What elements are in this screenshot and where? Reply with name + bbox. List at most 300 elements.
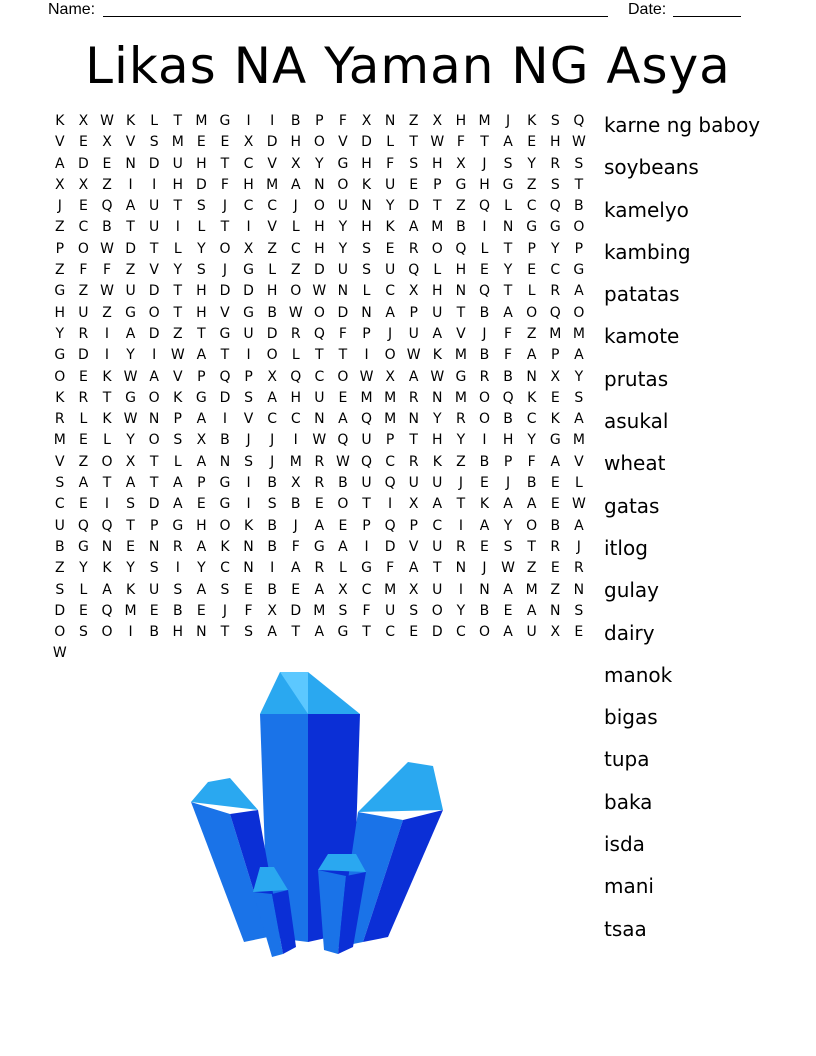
grid-letter[interactable]: A: [432, 325, 443, 342]
grid-letter[interactable]: F: [102, 262, 112, 279]
grid-letter[interactable]: A: [503, 134, 513, 151]
grid-letter[interactable]: J: [222, 262, 228, 279]
grid-letter[interactable]: T: [433, 198, 442, 215]
grid-letter[interactable]: A: [196, 411, 207, 428]
grid-letter[interactable]: P: [409, 517, 418, 534]
grid-letter[interactable]: P: [503, 453, 513, 470]
grid-letter[interactable]: Z: [526, 325, 537, 342]
grid-letter[interactable]: W: [170, 347, 185, 364]
grid-letter[interactable]: Y: [315, 155, 324, 172]
grid-letter[interactable]: T: [173, 113, 183, 129]
grid-letter[interactable]: E: [220, 134, 230, 151]
grid-letter[interactable]: L: [504, 198, 512, 215]
grid-letter[interactable]: A: [149, 368, 159, 385]
grid-letter[interactable]: T: [197, 325, 206, 342]
grid-letter[interactable]: Q: [573, 113, 585, 129]
grid-letter[interactable]: S: [173, 581, 183, 598]
grid-letter[interactable]: Q: [101, 198, 113, 215]
grid-letter[interactable]: H: [479, 176, 490, 193]
grid-letter[interactable]: L: [480, 240, 489, 257]
grid-letter[interactable]: A: [408, 219, 419, 236]
grid-letter[interactable]: B: [267, 581, 277, 598]
grid-letter[interactable]: E: [409, 624, 419, 641]
grid-letter[interactable]: D: [313, 262, 325, 279]
grid-letter[interactable]: A: [338, 411, 348, 428]
grid-letter[interactable]: J: [222, 198, 228, 215]
grid-letter[interactable]: U: [408, 475, 419, 492]
grid-letter[interactable]: U: [432, 538, 443, 555]
grid-letter[interactable]: V: [267, 155, 277, 172]
grid-letter[interactable]: P: [315, 113, 324, 129]
grid-letter[interactable]: G: [526, 219, 538, 236]
grid-letter[interactable]: N: [361, 304, 372, 321]
grid-letter[interactable]: O: [313, 134, 325, 151]
grid-letter[interactable]: D: [337, 304, 349, 321]
grid-letter[interactable]: A: [574, 517, 584, 534]
grid-letter[interactable]: R: [314, 453, 325, 470]
grid-letter[interactable]: E: [550, 475, 560, 492]
grid-letter[interactable]: U: [384, 262, 396, 279]
grid-letter[interactable]: O: [54, 368, 66, 385]
grid-letter[interactable]: D: [78, 347, 89, 364]
grid-letter[interactable]: C: [267, 411, 278, 428]
grid-letter[interactable]: R: [573, 560, 584, 577]
grid-letter[interactable]: A: [267, 389, 277, 406]
grid-letter[interactable]: H: [290, 389, 301, 406]
grid-letter[interactable]: C: [314, 368, 325, 385]
grid-letter[interactable]: H: [54, 304, 66, 321]
grid-letter[interactable]: X: [267, 602, 277, 619]
grid-letter[interactable]: T: [126, 517, 135, 534]
grid-letter[interactable]: W: [123, 411, 138, 428]
grid-letter[interactable]: N: [148, 411, 160, 428]
grid-letter[interactable]: C: [267, 198, 278, 215]
grid-letter[interactable]: Y: [574, 368, 584, 385]
grid-letter[interactable]: X: [550, 624, 561, 641]
grid-letter[interactable]: E: [126, 538, 135, 555]
grid-letter[interactable]: P: [574, 240, 584, 257]
grid-letter[interactable]: Y: [173, 262, 183, 279]
grid-letter[interactable]: J: [246, 432, 251, 449]
grid-letter[interactable]: I: [270, 560, 275, 577]
grid-letter[interactable]: G: [337, 155, 349, 172]
grid-letter[interactable]: D: [148, 325, 160, 342]
grid-letter[interactable]: U: [432, 581, 443, 598]
grid-letter[interactable]: C: [456, 624, 466, 641]
grid-letter[interactable]: D: [78, 155, 89, 172]
grid-letter[interactable]: S: [126, 496, 136, 513]
grid-letter[interactable]: X: [456, 155, 466, 172]
grid-letter[interactable]: G: [77, 538, 89, 555]
grid-letter[interactable]: L: [173, 240, 182, 257]
grid-letter[interactable]: M: [360, 389, 373, 406]
grid-letter[interactable]: N: [101, 538, 113, 555]
grid-letter[interactable]: Q: [290, 368, 302, 385]
grid-letter[interactable]: N: [196, 624, 207, 641]
grid-letter[interactable]: T: [102, 389, 112, 406]
grid-letter[interactable]: L: [150, 113, 159, 129]
grid-letter[interactable]: O: [219, 240, 231, 257]
grid-letter[interactable]: K: [102, 411, 112, 428]
grid-letter[interactable]: S: [362, 262, 371, 279]
grid-letter[interactable]: P: [55, 240, 65, 257]
grid-letter[interactable]: U: [337, 262, 349, 279]
grid-letter[interactable]: V: [125, 134, 136, 151]
grid-letter[interactable]: J: [506, 475, 511, 492]
grid-letter[interactable]: P: [433, 176, 442, 193]
grid-letter[interactable]: A: [574, 411, 584, 428]
grid-letter[interactable]: A: [385, 304, 395, 321]
grid-letter[interactable]: T: [126, 219, 135, 236]
grid-letter[interactable]: L: [79, 411, 88, 428]
grid-letter[interactable]: E: [550, 496, 560, 513]
grid-letter[interactable]: E: [527, 262, 537, 279]
grid-letter[interactable]: M: [384, 389, 397, 406]
grid-letter[interactable]: Q: [313, 325, 325, 342]
grid-letter[interactable]: R: [550, 538, 561, 555]
grid-letter[interactable]: J: [482, 560, 487, 577]
grid-letter[interactable]: X: [408, 581, 419, 598]
grid-letter[interactable]: J: [506, 113, 511, 129]
grid-letter[interactable]: A: [503, 496, 513, 513]
grid-letter[interactable]: U: [384, 176, 396, 193]
grid-letter[interactable]: G: [219, 113, 231, 129]
grid-letter[interactable]: P: [527, 240, 536, 257]
grid-letter[interactable]: U: [526, 624, 537, 641]
grid-letter[interactable]: C: [526, 198, 537, 215]
grid-letter[interactable]: H: [243, 176, 254, 193]
grid-letter[interactable]: O: [101, 624, 113, 641]
grid-letter[interactable]: L: [386, 134, 395, 151]
grid-letter[interactable]: C: [361, 581, 372, 598]
grid-letter[interactable]: S: [196, 198, 206, 215]
grid-letter[interactable]: C: [432, 517, 443, 534]
grid-letter[interactable]: V: [55, 134, 65, 151]
grid-letter[interactable]: W: [501, 560, 515, 577]
grid-letter[interactable]: R: [408, 240, 419, 257]
grid-letter[interactable]: P: [362, 517, 371, 534]
grid-letter[interactable]: G: [243, 262, 254, 279]
grid-letter[interactable]: M: [525, 581, 538, 598]
grid-letter[interactable]: I: [128, 624, 133, 641]
grid-letter[interactable]: K: [385, 219, 395, 236]
grid-letter[interactable]: M: [549, 325, 562, 342]
grid-letter[interactable]: T: [149, 475, 159, 492]
grid-letter[interactable]: J: [576, 538, 581, 555]
grid-letter[interactable]: M: [289, 453, 302, 470]
grid-letter[interactable]: U: [125, 283, 136, 300]
grid-letter[interactable]: X: [196, 432, 207, 449]
grid-letter[interactable]: C: [78, 219, 89, 236]
grid-letter[interactable]: O: [526, 517, 538, 534]
grid-letter[interactable]: A: [314, 517, 325, 534]
grid-letter[interactable]: E: [196, 134, 206, 151]
grid-letter[interactable]: K: [432, 453, 442, 470]
grid-letter[interactable]: N: [455, 560, 467, 577]
grid-letter[interactable]: Z: [125, 262, 136, 279]
grid-letter[interactable]: D: [54, 602, 66, 619]
grid-letter[interactable]: I: [388, 496, 393, 513]
grid-letter[interactable]: B: [172, 602, 183, 619]
grid-letter[interactable]: V: [267, 219, 277, 236]
grid-letter[interactable]: D: [148, 155, 160, 172]
grid-letter[interactable]: A: [196, 581, 207, 598]
grid-letter[interactable]: N: [502, 219, 514, 236]
grid-letter[interactable]: E: [291, 581, 301, 598]
grid-letter[interactable]: E: [78, 602, 88, 619]
grid-letter[interactable]: F: [362, 602, 371, 619]
grid-letter[interactable]: N: [125, 155, 136, 172]
grid-letter[interactable]: M: [454, 389, 467, 406]
grid-letter[interactable]: Y: [338, 240, 348, 257]
grid-letter[interactable]: F: [291, 538, 300, 555]
grid-letter[interactable]: K: [102, 560, 112, 577]
grid-letter[interactable]: E: [102, 155, 112, 172]
grid-letter[interactable]: Q: [361, 453, 373, 470]
grid-letter[interactable]: K: [125, 113, 136, 129]
grid-letter[interactable]: E: [314, 496, 324, 513]
grid-letter[interactable]: E: [409, 176, 419, 193]
grid-letter[interactable]: Y: [385, 198, 395, 215]
grid-letter[interactable]: O: [148, 304, 160, 321]
grid-letter[interactable]: S: [550, 113, 560, 129]
grid-letter[interactable]: S: [55, 475, 65, 492]
grid-letter[interactable]: S: [196, 262, 206, 279]
grid-letter[interactable]: B: [102, 219, 112, 236]
grid-letter[interactable]: K: [479, 496, 490, 513]
grid-letter[interactable]: N: [314, 411, 325, 428]
grid-letter[interactable]: W: [430, 368, 445, 385]
grid-letter[interactable]: M: [572, 432, 585, 449]
grid-letter[interactable]: Q: [478, 283, 490, 300]
grid-letter[interactable]: S: [503, 538, 513, 555]
grid-letter[interactable]: S: [149, 560, 159, 577]
grid-letter[interactable]: O: [384, 347, 396, 364]
grid-letter[interactable]: Y: [79, 560, 88, 577]
grid-letter[interactable]: X: [290, 155, 301, 172]
grid-letter[interactable]: O: [573, 304, 585, 321]
grid-letter[interactable]: A: [172, 475, 183, 492]
grid-letter[interactable]: A: [338, 538, 348, 555]
grid-letter[interactable]: D: [219, 283, 231, 300]
grid-letter[interactable]: O: [337, 176, 349, 193]
grid-letter[interactable]: F: [527, 453, 536, 470]
grid-letter[interactable]: U: [432, 304, 443, 321]
grid-letter[interactable]: E: [550, 560, 560, 577]
grid-letter[interactable]: I: [104, 496, 110, 513]
grid-letter[interactable]: B: [54, 538, 65, 555]
grid-letter[interactable]: H: [172, 624, 184, 641]
grid-letter[interactable]: J: [482, 325, 487, 342]
grid-letter[interactable]: B: [149, 624, 159, 641]
grid-letter[interactable]: F: [244, 602, 253, 619]
grid-letter[interactable]: R: [78, 325, 89, 342]
grid-letter[interactable]: W: [312, 283, 327, 300]
grid-letter[interactable]: M: [572, 325, 585, 342]
grid-letter[interactable]: Q: [455, 240, 467, 257]
grid-letter[interactable]: M: [454, 347, 467, 364]
grid-letter[interactable]: U: [361, 432, 372, 449]
grid-letter[interactable]: T: [149, 453, 159, 470]
grid-letter[interactable]: J: [388, 325, 393, 342]
grid-letter[interactable]: Z: [172, 325, 183, 342]
grid-letter[interactable]: R: [456, 538, 466, 555]
grid-letter[interactable]: X: [432, 113, 443, 129]
grid-letter[interactable]: L: [291, 347, 300, 364]
grid-letter[interactable]: S: [220, 581, 230, 598]
grid-letter[interactable]: H: [196, 517, 207, 534]
grid-letter[interactable]: P: [197, 368, 206, 385]
grid-letter[interactable]: T: [362, 624, 371, 641]
grid-letter[interactable]: I: [128, 176, 133, 193]
grid-letter[interactable]: D: [195, 176, 207, 193]
grid-letter[interactable]: N: [526, 368, 537, 385]
grid-letter[interactable]: R: [290, 325, 301, 342]
grid-letter[interactable]: K: [55, 389, 65, 406]
grid-letter[interactable]: I: [270, 113, 275, 129]
grid-letter[interactable]: I: [364, 347, 369, 364]
grid-letter[interactable]: Y: [126, 560, 135, 577]
grid-letter[interactable]: M: [195, 113, 208, 129]
grid-letter[interactable]: O: [77, 240, 89, 257]
grid-letter[interactable]: T: [456, 304, 466, 321]
grid-letter[interactable]: G: [195, 389, 207, 406]
grid-letter[interactable]: B: [479, 347, 490, 364]
grid-letter[interactable]: R: [314, 475, 325, 492]
grid-letter[interactable]: J: [293, 198, 298, 215]
grid-letter[interactable]: I: [104, 325, 110, 342]
grid-letter[interactable]: J: [482, 155, 487, 172]
grid-letter[interactable]: X: [102, 134, 112, 151]
grid-letter[interactable]: Z: [102, 176, 112, 193]
grid-letter[interactable]: Z: [55, 560, 65, 577]
grid-letter[interactable]: C: [243, 198, 254, 215]
grid-letter[interactable]: A: [102, 581, 112, 598]
grid-letter[interactable]: K: [220, 538, 230, 555]
grid-letter[interactable]: O: [478, 411, 490, 428]
grid-letter[interactable]: S: [55, 581, 65, 598]
grid-letter[interactable]: T: [480, 134, 489, 151]
name-blank-line[interactable]: [103, 16, 608, 17]
grid-letter[interactable]: W: [52, 645, 67, 662]
grid-letter[interactable]: K: [243, 517, 254, 534]
grid-letter[interactable]: X: [550, 368, 561, 385]
grid-letter[interactable]: Q: [337, 432, 349, 449]
grid-letter[interactable]: H: [196, 304, 207, 321]
grid-letter[interactable]: V: [149, 262, 159, 279]
grid-letter[interactable]: T: [173, 198, 183, 215]
grid-letter[interactable]: T: [173, 304, 183, 321]
grid-letter[interactable]: V: [574, 453, 584, 470]
grid-letter[interactable]: Y: [55, 325, 65, 342]
grid-letter[interactable]: P: [409, 304, 418, 321]
grid-letter[interactable]: W: [100, 240, 114, 257]
grid-letter[interactable]: I: [482, 432, 487, 449]
grid-letter[interactable]: T: [315, 347, 324, 364]
grid-letter[interactable]: J: [293, 517, 298, 534]
grid-letter[interactable]: O: [431, 602, 443, 619]
grid-letter[interactable]: S: [503, 155, 513, 172]
grid-letter[interactable]: X: [408, 283, 419, 300]
grid-letter[interactable]: N: [573, 581, 585, 598]
grid-letter[interactable]: N: [243, 538, 254, 555]
grid-letter[interactable]: F: [220, 176, 229, 193]
grid-letter[interactable]: Q: [478, 198, 490, 215]
grid-letter[interactable]: X: [78, 176, 89, 193]
grid-letter[interactable]: E: [196, 602, 206, 619]
grid-letter[interactable]: X: [408, 496, 419, 513]
grid-letter[interactable]: G: [219, 496, 231, 513]
grid-letter[interactable]: W: [571, 496, 586, 513]
grid-letter[interactable]: Z: [456, 453, 466, 470]
grid-letter[interactable]: Z: [78, 453, 89, 470]
grid-letter[interactable]: R: [314, 560, 325, 577]
grid-letter[interactable]: P: [385, 432, 395, 449]
grid-letter[interactable]: Y: [338, 219, 348, 236]
grid-letter[interactable]: T: [220, 624, 230, 641]
grid-letter[interactable]: R: [172, 538, 183, 555]
grid-letter[interactable]: A: [267, 624, 277, 641]
grid-letter[interactable]: T: [102, 475, 112, 492]
grid-letter[interactable]: U: [361, 475, 372, 492]
grid-letter[interactable]: T: [433, 560, 442, 577]
grid-letter[interactable]: Y: [126, 432, 135, 449]
grid-letter[interactable]: T: [503, 283, 513, 300]
grid-letter[interactable]: Q: [101, 602, 113, 619]
grid-letter[interactable]: R: [550, 155, 561, 172]
grid-letter[interactable]: P: [149, 517, 159, 534]
grid-letter[interactable]: C: [220, 560, 230, 577]
grid-letter[interactable]: N: [455, 283, 467, 300]
grid-letter[interactable]: A: [290, 560, 301, 577]
grid-letter[interactable]: B: [526, 475, 537, 492]
grid-letter[interactable]: C: [290, 411, 301, 428]
grid-letter[interactable]: C: [526, 411, 537, 428]
grid-letter[interactable]: N: [337, 283, 349, 300]
grid-letter[interactable]: D: [384, 538, 396, 555]
grid-letter[interactable]: T: [362, 496, 371, 513]
grid-letter[interactable]: U: [314, 389, 325, 406]
grid-letter[interactable]: S: [409, 155, 419, 172]
grid-letter[interactable]: A: [574, 283, 584, 300]
grid-letter[interactable]: J: [270, 432, 275, 449]
grid-letter[interactable]: D: [148, 496, 160, 513]
grid-letter[interactable]: G: [172, 517, 184, 534]
grid-letter[interactable]: A: [196, 347, 207, 364]
grid-letter[interactable]: Y: [197, 240, 206, 257]
grid-letter[interactable]: H: [314, 240, 325, 257]
grid-letter[interactable]: Y: [126, 347, 135, 364]
grid-letter[interactable]: S: [574, 389, 584, 406]
grid-letter[interactable]: B: [267, 517, 277, 534]
grid-letter[interactable]: E: [338, 389, 348, 406]
grid-letter[interactable]: K: [102, 368, 112, 385]
grid-letter[interactable]: D: [361, 134, 372, 151]
grid-letter[interactable]: V: [55, 453, 65, 470]
grid-letter[interactable]: G: [219, 475, 231, 492]
grid-letter[interactable]: T: [173, 283, 183, 300]
grid-letter[interactable]: H: [502, 432, 514, 449]
grid-letter[interactable]: H: [196, 283, 207, 300]
grid-letter[interactable]: N: [243, 560, 254, 577]
grid-letter[interactable]: F: [504, 325, 513, 342]
grid-letter[interactable]: O: [478, 389, 490, 406]
grid-letter[interactable]: W: [123, 368, 138, 385]
grid-letter[interactable]: A: [125, 475, 136, 492]
grid-letter[interactable]: T: [220, 347, 230, 364]
grid-letter[interactable]: A: [432, 496, 443, 513]
grid-letter[interactable]: O: [313, 198, 325, 215]
